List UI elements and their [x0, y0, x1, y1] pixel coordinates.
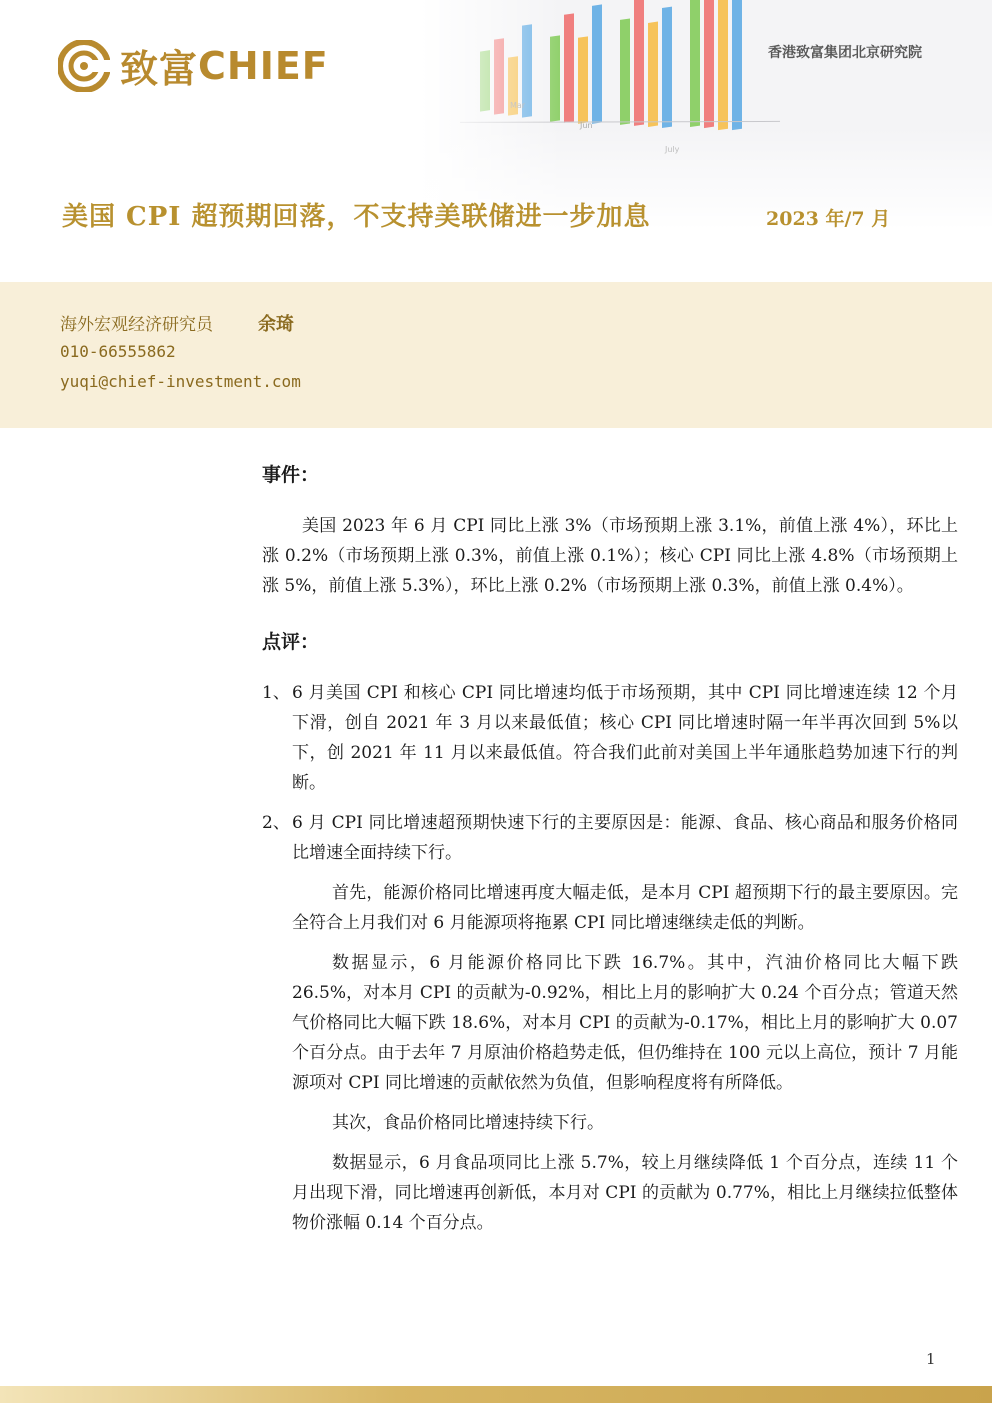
body-paragraph: 数据显示，6 月食品项同比上涨 5.7%，较上月继续降低 1 个百分点，连续 11 个月出现下滑，同比增速再创新低，本月对 CPI 的贡献为 0.77%，相比上月继续拉低整体物价涨幅 0.14 个百分点。 [292, 1153, 958, 1233]
author-role: 海外宏观经济研究员 [60, 315, 213, 335]
author-email[interactable]: yuqi@chief-investment.com [60, 372, 301, 391]
list-number: 1、 [262, 683, 290, 703]
event-paragraph: 美国 2023 年 6 月 CPI 同比上涨 3%（市场预期上涨 3.1%，前值上涨 4%），环比上涨 0.2%（市场预期上涨 0.3%，前值上涨 0.1%）；核心 CPI 同比上涨 4.8%（市场预期上涨 5%，前值上涨 5.3%），环比上涨 0.2%（市场预期上涨 0.3%，前值上涨 0.4%）。 [262, 516, 958, 596]
author-info-band [0, 282, 992, 428]
list-number: 2、 [262, 813, 290, 833]
author-phone: 010-66555862 [60, 342, 176, 361]
report-title: 美国 CPI 超预期回落，不支持美联储进一步加息 [62, 202, 651, 232]
logo-text-cn: 致富 [120, 47, 199, 91]
company-logo [58, 38, 329, 93]
comment-heading: 点评： [262, 631, 320, 653]
report-date: 2023 年/7 月 [766, 208, 891, 230]
logo-mark-icon [58, 40, 110, 92]
report-header [0, 0, 992, 282]
body-paragraph: 首先，能源价格同比增速再度大幅走低，是本月 CPI 超预期下行的最主要原因。完全符合上月我们对 6 月能源项将拖累 CPI 同比增速继续走低的判断。 [292, 883, 958, 933]
author-name: 余琦 [258, 314, 294, 335]
list-item-text: 6 月 CPI 同比增速超预期快速下行的主要原因是：能源、食品、核心商品和服务价格同比增速全面持续下行。 [292, 813, 958, 863]
logo-text-en: CHIEF [198, 43, 329, 88]
list-item [228, 808, 958, 868]
list-item [228, 678, 958, 798]
page-number: 1 [926, 1350, 936, 1368]
institute-name: 香港致富集团北京研究院 [768, 45, 922, 61]
body-paragraph: 数据显示，6 月能源价格同比下跌 16.7%。其中，汽油价格同比大幅下跌 26.5%，对本月 CPI 的贡献为-0.92%，相比上月的影响扩大 0.24 个百分点；管道天然气价格同比大幅下跌 18.6%，对本月 CPI 的贡献为-0.17%，相比上月的影响扩大 0.07 个百分点。由于去年 7 月原油价格趋势走低，但仍维持在 100 元以上高位，预计 7 月能源项对 CPI 同比增速的贡献依然为负值，但影响程度将有所降低。 [292, 953, 958, 1093]
report-body [262, 460, 958, 1238]
body-paragraph: 其次，食品价格同比增速持续下行。 [332, 1113, 604, 1133]
list-item-text: 6 月美国 CPI 和核心 CPI 同比增速均低于市场预期，其中 CPI 同比增速连续 12 个月下滑，创自 2021 年 3 月以来最低值；核心 CPI 同比增速时隔一年半再次回到 5%以下，创 2021 年 11 月以来最低值。符合我们此前对美国上半年通胀趋势加速下行的判断。 [292, 683, 958, 793]
footer-bar [0, 1386, 992, 1403]
event-heading: 事件： [262, 464, 320, 486]
